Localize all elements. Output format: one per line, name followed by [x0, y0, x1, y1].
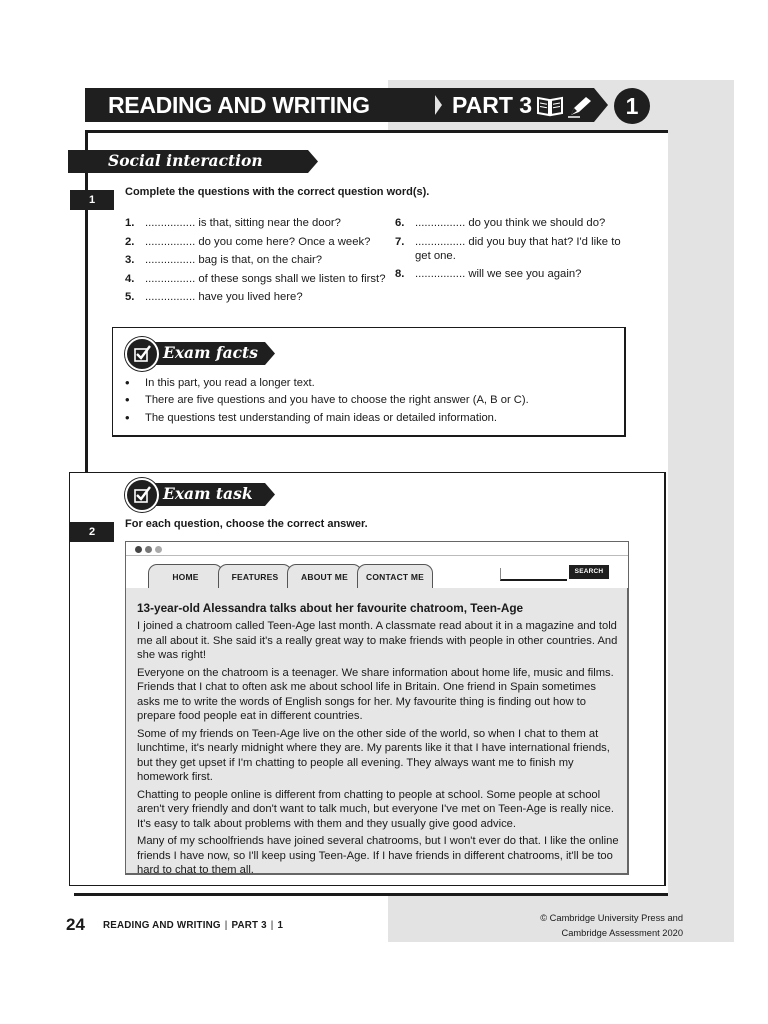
article-paragraph: Everyone on the chatroom is a teenager. We share information about home life, music and films. Friends that I chat to often ask me about school life in Britain. One friend in Spain sometimes asks me to write the words of English songs for her. My favourite thing is finding out how to prepare food people eat in different countries.: [137, 666, 614, 722]
question-number-tab: [70, 522, 114, 542]
list-item: 4. ................ of these songs shall we listen to first?: [125, 272, 386, 285]
footer-breadcrumb: [103, 920, 283, 931]
list-item: • The questions test understanding of main ideas or detailed information.: [125, 411, 529, 425]
question-number-tab: [70, 190, 114, 210]
checkmark-icon: [125, 337, 159, 371]
question-list-right: [395, 216, 630, 286]
page-number: 24: [66, 915, 85, 934]
window-dot-icon[interactable]: [145, 546, 152, 553]
top-rule: [88, 130, 668, 133]
question-number: 1: [88, 194, 96, 206]
article-paragraph: Chatting to people online is different from chatting to people at school. Some people at school aren't very friendly and don't want to talk much, but everyone I've met on Teen-Age is really nice. It's easy to talk about problems with them and they usually give good advice.: [137, 788, 614, 830]
list-item: 5. ................ have you lived here?: [125, 291, 303, 304]
search-input[interactable]: [500, 568, 567, 581]
article-paragraph: I joined a chatroom called Teen-Age last month. A classmate read about it in a magazine and told me all about it. She said it's a really great way to make friends with people in other countries. And she was right!: [137, 620, 618, 661]
copyright-line: © Cambridge University Press and: [540, 913, 683, 923]
article-paragraph: Some of my friends on Teen-Age live on the other side of the world, so when I chat to them at lunchtime, it's nearly midnight where they are. My parents like it that I have international friends, but they get upset if I'm chatting to people all evening. They always want me to finish my homework first.: [137, 727, 610, 783]
window-dot-icon[interactable]: [135, 546, 142, 553]
footer-section-label: READING AND WRITING: [103, 920, 221, 931]
tab-about-me[interactable]: ABOUT ME: [287, 564, 362, 588]
window-dot-icon[interactable]: [155, 546, 162, 553]
browser-window: [125, 541, 629, 875]
part-label: PART 3: [452, 92, 533, 118]
search-button[interactable]: SEARCH: [569, 565, 609, 579]
left-rule: [85, 130, 88, 472]
list-item: 8. ................ will we see you again?: [395, 268, 582, 281]
book-icon: [536, 94, 564, 118]
copyright-line: Cambridge Assessment 2020: [561, 928, 683, 938]
tab-home[interactable]: HOME: [148, 564, 223, 588]
section-heading-exam-facts: Exam facts: [163, 343, 258, 362]
article-title: 13-year-old Alessandra talks about her favourite chatroom, Teen-Age: [137, 601, 524, 615]
page-title: READING AND WRITING: [108, 92, 370, 118]
list-item: 6. ................ do you think we should do?: [395, 217, 606, 229]
pen-icon: [566, 94, 594, 118]
list-item: 1. ................ is that, sitting near the door?: [125, 217, 341, 229]
separator: |: [270, 920, 274, 931]
list-item: 3. ................ bag is that, on the chair?: [125, 254, 323, 267]
list-item: 2. ................ do you come here? Once a week?: [125, 235, 371, 248]
tab-contact-me[interactable]: CONTACT ME: [357, 564, 433, 588]
article: [137, 601, 619, 881]
footer-part-label: PART 3: [231, 920, 267, 931]
instruction-text: Complete the questions with the correct question word(s).: [125, 186, 430, 198]
separator: |: [224, 920, 228, 931]
bottom-rule: [74, 893, 668, 896]
tab-features[interactable]: FEATURES: [218, 564, 292, 588]
instruction-text: For each question, choose the correct answer.: [125, 518, 368, 530]
footer-unit-label: 1: [277, 920, 284, 931]
unit-number-badge: 1: [614, 88, 650, 124]
section-heading-exam-task: Exam task: [163, 484, 253, 503]
question-number: 2: [88, 526, 96, 538]
list-item: • There are five questions and you have to choose the right answer (A, B or C).: [125, 393, 529, 407]
checkmark-icon: [125, 478, 159, 512]
section-heading-social-interaction: Social interaction: [108, 151, 263, 170]
article-paragraph: Many of my schoolfriends have joined several chatrooms, but I won't ever do that. I like the online friends I have now, so I'll keep using Teen-Age. If I have friends in different chatrooms, it'll be too hard to chat to them all.: [137, 835, 619, 876]
part-icons: [536, 94, 594, 118]
browser-titlebar: [126, 542, 628, 556]
list-item: 7. ................ did you buy that hat? I'd like to get one.: [395, 235, 621, 262]
copyright: [520, 911, 683, 941]
question-list-left: [125, 216, 395, 309]
list-item: • In this part, you read a longer text.: [125, 376, 529, 390]
exam-facts-list: [125, 376, 529, 428]
